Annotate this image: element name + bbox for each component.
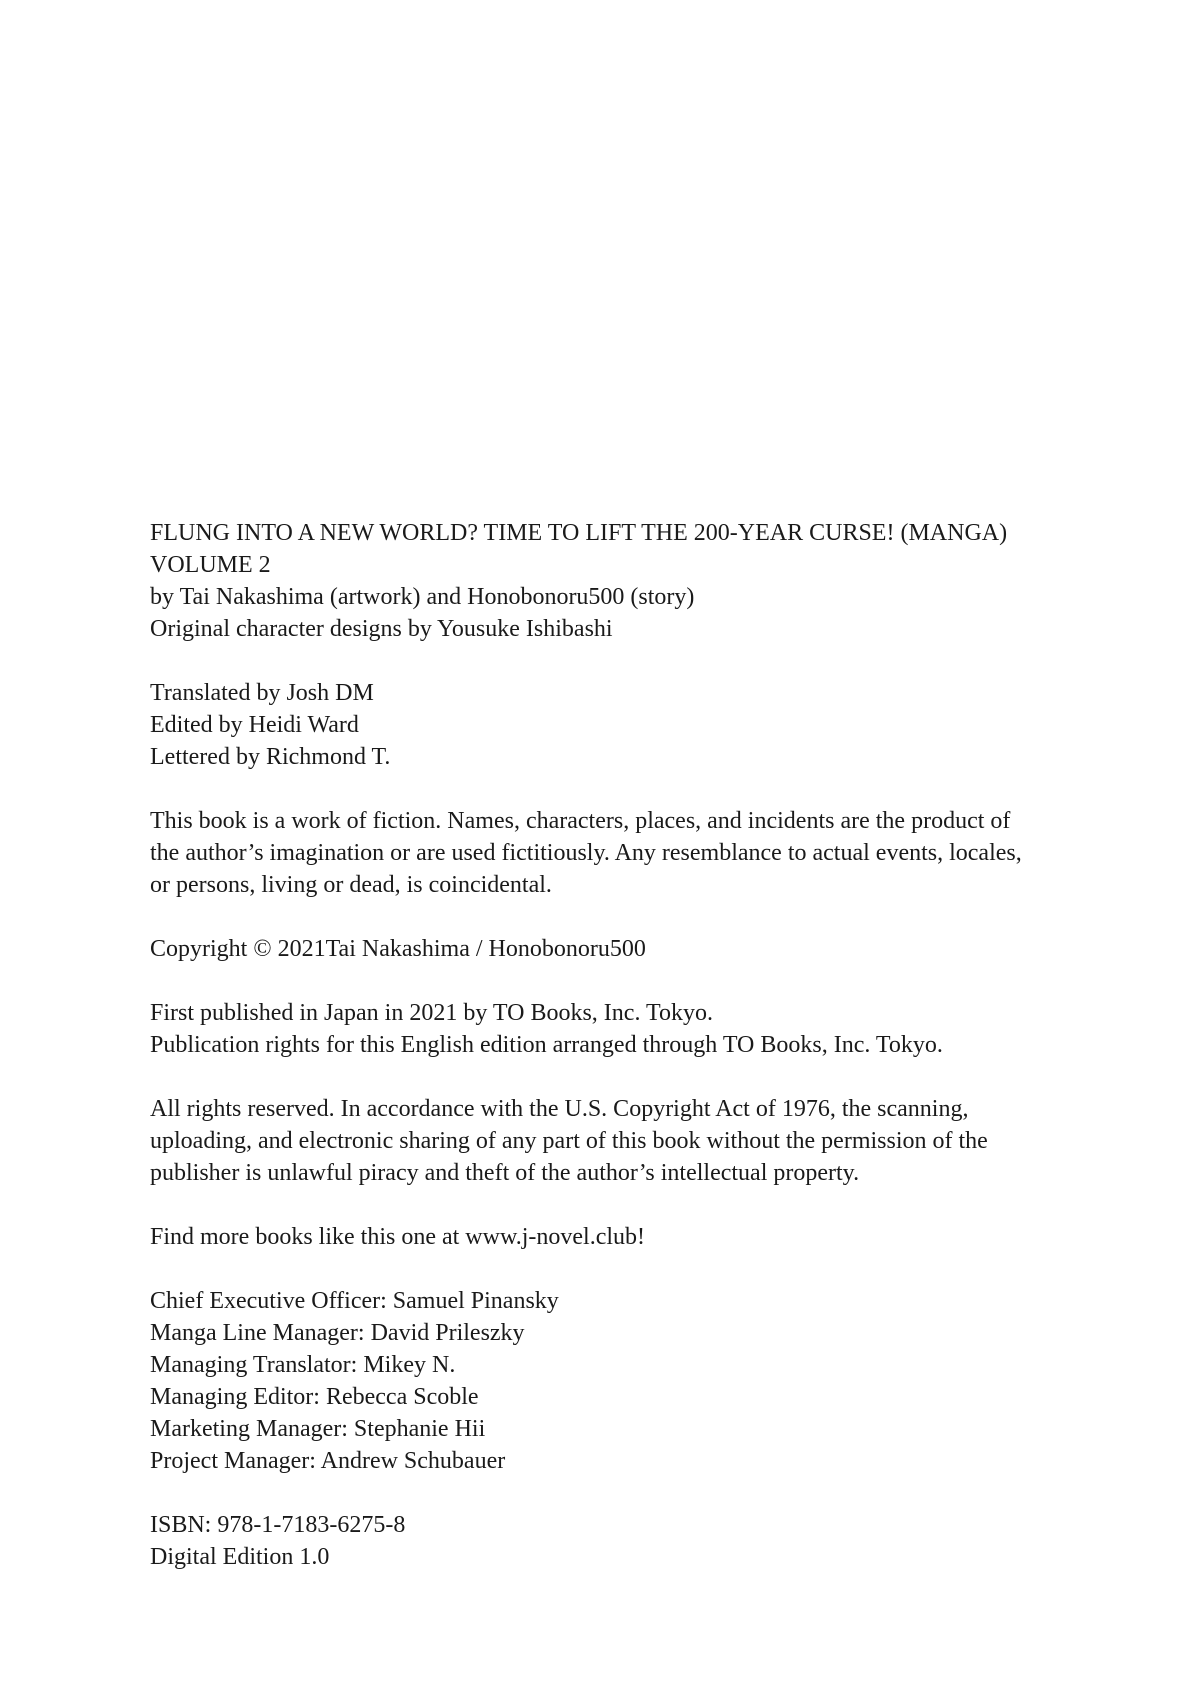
publication-line: First published in Japan in 2021 by TO Books, Inc. Tokyo. (150, 1000, 713, 1026)
copyright-text-block (150, 517, 1110, 1605)
copyright-notice: Copyright © 2021Tai Nakashima / Honobonoru500 (150, 936, 646, 962)
find-more-text: Find more books like this one at www.j-novel.club! (150, 1224, 646, 1250)
staff-line: Marketing Manager: Stephanie Hii (150, 1416, 486, 1442)
staff-line: Managing Translator: Mikey N. (150, 1352, 456, 1378)
fiction-notice-line: or persons, living or dead, is coincidental. (150, 872, 552, 898)
translator-credit: Translated by Josh DM (150, 680, 374, 706)
publication-section (150, 997, 1110, 1061)
edition-section (150, 1509, 1110, 1573)
volume-label: VOLUME 2 (150, 552, 271, 578)
staff-section (150, 1285, 1110, 1477)
byline: by Tai Nakashima (artwork) and Honobonoru500 (story) (150, 584, 695, 610)
credits-section (150, 677, 1110, 773)
publication-line: Publication rights for this English edition arranged through TO Books, Inc. Tokyo. (150, 1032, 943, 1058)
staff-line: Managing Editor: Rebecca Scoble (150, 1384, 479, 1410)
letterer-credit: Lettered by Richmond T. (150, 744, 391, 770)
copyright-section (150, 933, 1110, 965)
fiction-notice-line: This book is a work of fiction. Names, characters, places, and incidents are the product of (150, 808, 1011, 834)
staff-line: Manga Line Manager: David Prileszky (150, 1320, 525, 1346)
rights-line: uploading, and electronic sharing of any part of this book without the permission of the (150, 1128, 988, 1154)
fiction-notice-line: the author’s imagination or are used fictitiously. Any resemblance to actual events, locales, (150, 840, 1022, 866)
book-title: FLUNG INTO A NEW WORLD? TIME TO LIFT THE 200-YEAR CURSE! (MANGA) (150, 520, 1008, 546)
staff-line: Project Manager: Andrew Schubauer (150, 1448, 506, 1474)
find-more-section (150, 1221, 1110, 1253)
character-designs-credit: Original character designs by Yousuke Ishibashi (150, 616, 613, 642)
digital-edition: Digital Edition 1.0 (150, 1544, 330, 1570)
rights-line: All rights reserved. In accordance with the U.S. Copyright Act of 1976, the scanning, (150, 1096, 969, 1122)
staff-line: Chief Executive Officer: Samuel Pinansky (150, 1288, 559, 1314)
fiction-notice (150, 805, 1110, 901)
rights-line: publisher is unlawful piracy and theft of the author’s intellectual property. (150, 1160, 860, 1186)
rights-section (150, 1093, 1110, 1189)
title-section (150, 517, 1110, 645)
editor-credit: Edited by Heidi Ward (150, 712, 359, 738)
isbn: ISBN: 978-1-7183-6275-8 (150, 1512, 406, 1538)
